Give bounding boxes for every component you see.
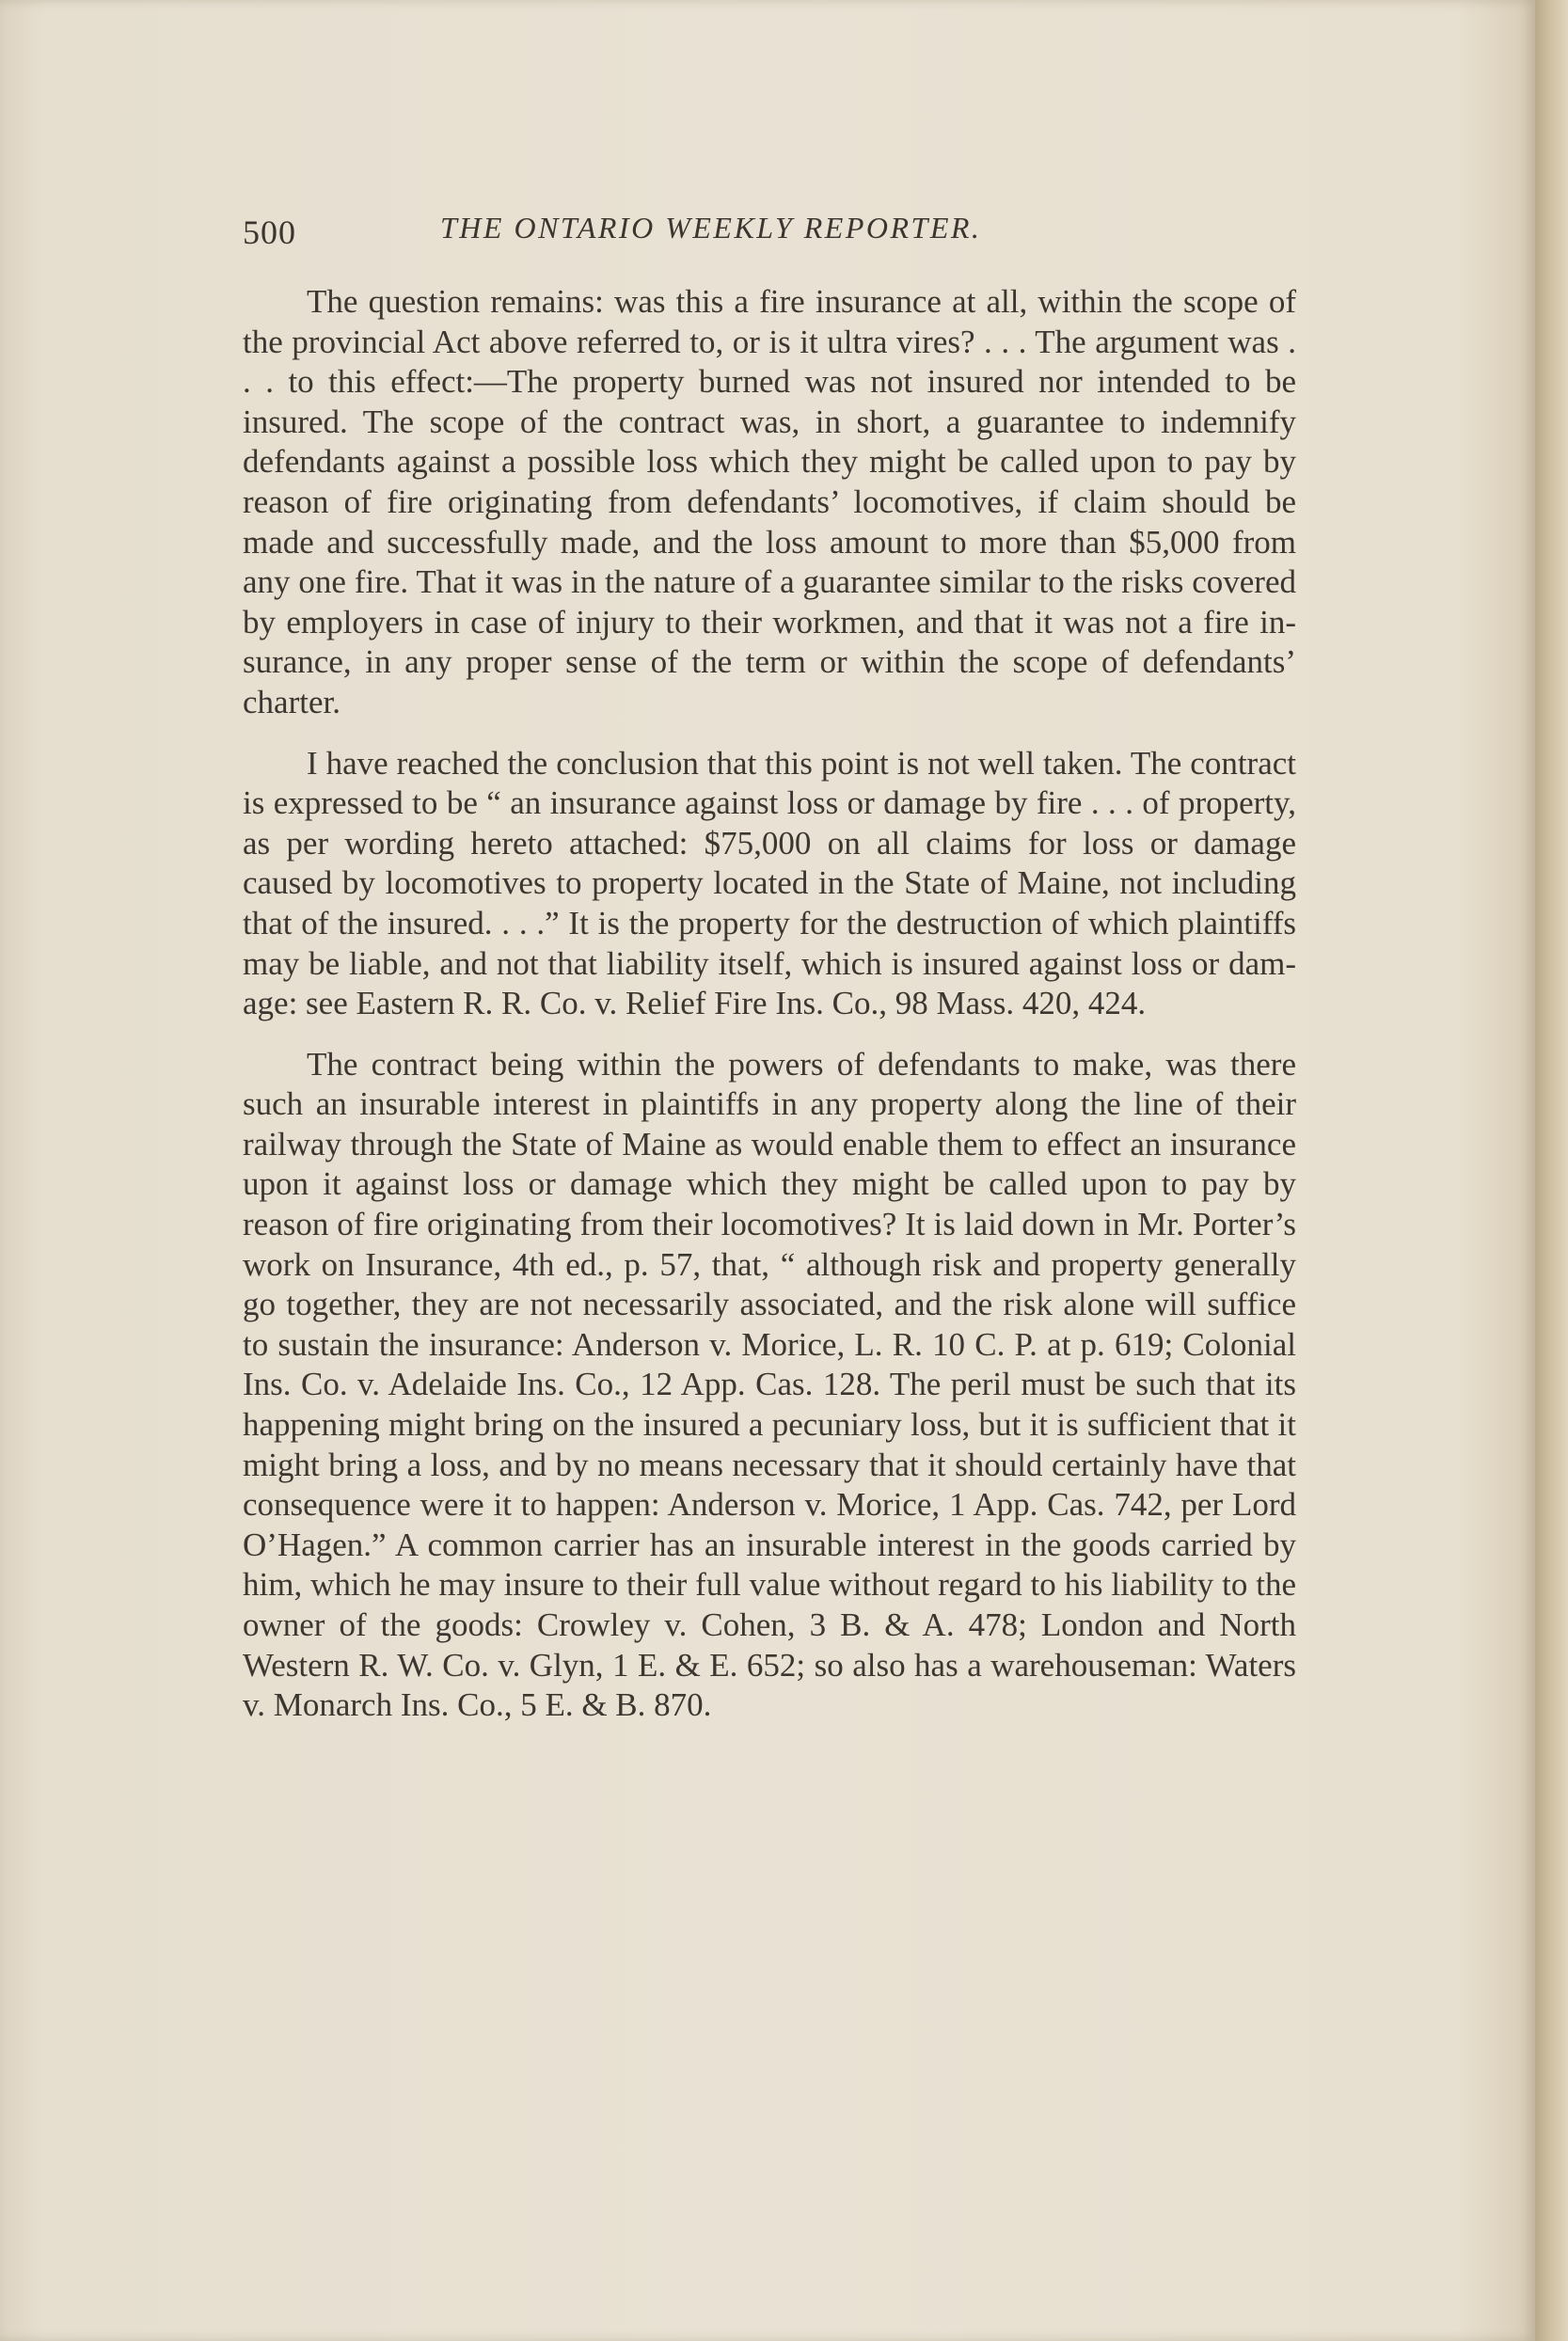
body-text — [243, 282, 1296, 1747]
paragraph-insurable-interest: The contract being within the powers of defendants to make, was there such an insurable interest in plaintiffs in any property along the line of their railway through the State of Maine as would enable them to effect an insurance upon it against loss or damage which they might be called upon to pay by reason of fire originating from their locomotives? It is laid down in Mr. Porter’s work on Insurance, 4th ed., p. 57, that, “ although risk and property generally go together, they are not necessarily associated, and the risk alone will suffice to sustain the insurance: Anderson v. Morice, L. R. 10 C. P. at p. 619; Colonial Ins. Co. v. Adelaide Ins. Co., 12 App. Cas. 128. The peril must be such that its happening might bring on the insured a pecuniary loss, but it is sufficient that it might bring a loss, and by no means necessary that it should certainly have that consequence were it to happen: Anderson v. Morice, 1 App. Cas. 742, per Lord O’Hagen.” A common carrier has an insurable interest in the goods carried by him, which he may insure to their full value without regard to his liability to the owner of the goods: Crowley v. Cohen, 3 B. & A. 478; London and North Western R. W. Co. v. Glyn, 1 E. & E. 652; so also has a warehouseman: Waters v. Monarch Ins. Co., 5 E. & B. 870. — [243, 1045, 1296, 1724]
page-header — [243, 205, 1306, 261]
paragraph-ultra-vires: The question remains: was this a fire insurance at all, within the scope of the provincial Act above referred to, or is it ultra vires? . . . The argument was . . . to this effect:—The property burned was not insured nor intended to be insured. The scope of the contract was, in short, a guarantee to indemnify defendants against a possible loss which they might be called upon to pay by reason of fire originating from defendants’ locomotives, if claim should be made and successfully made, and the loss amount to more than $5,000 from any one fire. That it was in the nature of a guarantee similar to the risks covered by employers in case of injury to their workmen, and that it was not a fire insurance, in any proper sense of the term or within the scope of defendants’ charter. — [243, 283, 1296, 720]
running-head: THE ONTARIO WEEKLY REPORTER. — [440, 211, 982, 245]
page-number: 500 — [243, 214, 296, 251]
paragraph-conclusion: I have reached the conclusion that this point is not well taken. The contract is expressed to be “ an insurance against loss or damage by fire . . . of property, as per wording hereto attached: $75,000 on all claims for loss or damage caused by locomotives to property located in the State of Maine, not including that of the insured. . . .” It is the property for the destruction of which plaintiffs may be liable, and not that liability itself, which is insured against loss or damage: see Eastern R. R. Co. v. Relief Fire Ins. Co., 98 Mass. 420, 424. — [243, 744, 1296, 1022]
page-edge — [1535, 0, 1568, 2341]
